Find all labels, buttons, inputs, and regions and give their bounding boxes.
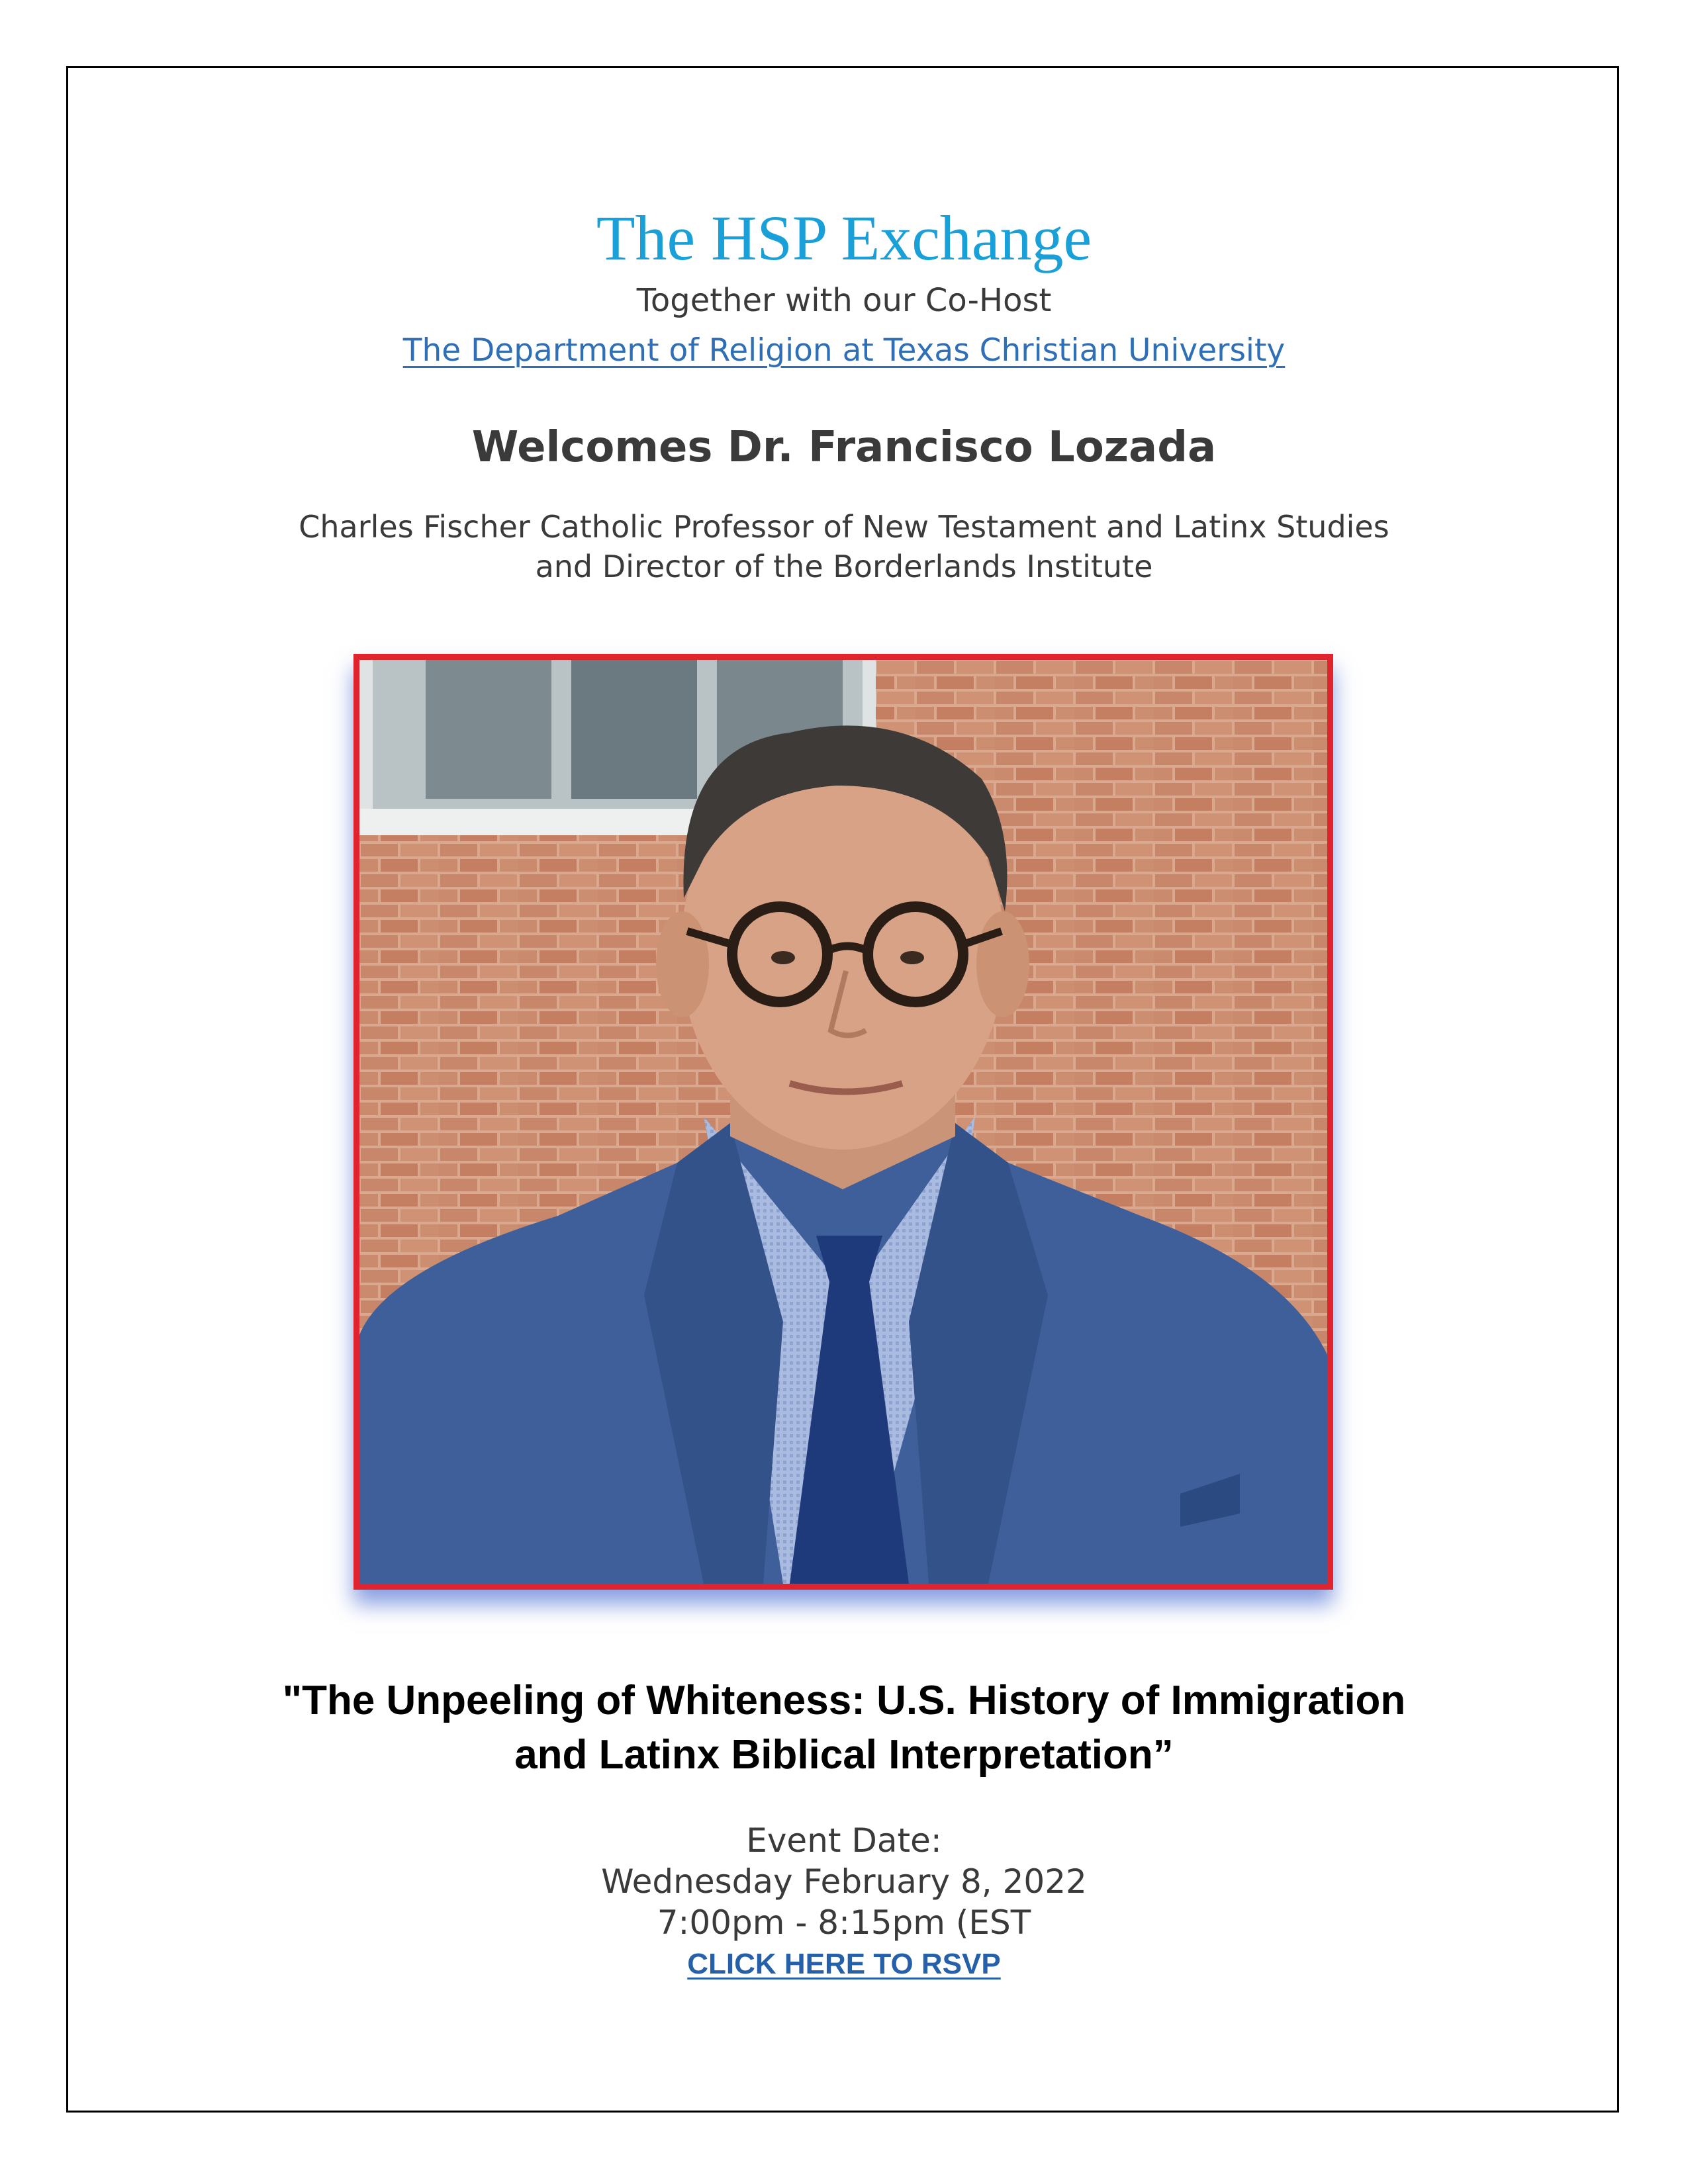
speaker-welcome: Welcomes Dr. Francisco Lozada <box>471 423 1217 472</box>
event-date-label: Event Date: <box>746 1821 942 1860</box>
cohost-link-wrapper <box>0 331 1688 371</box>
speaker-portrait-illustration <box>359 660 1327 1584</box>
speaker-photo <box>353 654 1333 1590</box>
event-date: Wednesday February 8, 2022 <box>601 1862 1087 1901</box>
talk-title-line-1: "The Unpeeling of Whiteness: U.S. History of Immigration <box>282 1678 1406 1723</box>
talk-title-line-2: and Latinx Biblical Interpretation” <box>514 1732 1174 1778</box>
speaker-position-line-1: Charles Fischer Catholic Professor of New Testament and Latinx Studies <box>299 509 1389 545</box>
speaker-position-line-2: and Director of the Borderlands Institute <box>535 549 1153 584</box>
rsvp-link-wrapper <box>0 1946 1688 1983</box>
cohost-link[interactable]: The Department of Religion at Texas Christian University <box>402 332 1286 369</box>
cohost-intro: Together with our Co-Host <box>636 282 1052 319</box>
event-time: 7:00pm - 8:15pm (EST <box>657 1903 1031 1942</box>
brand-title: The HSP Exchange <box>596 203 1092 273</box>
rsvp-link[interactable]: CLICK HERE TO RSVP <box>687 1948 1001 1980</box>
